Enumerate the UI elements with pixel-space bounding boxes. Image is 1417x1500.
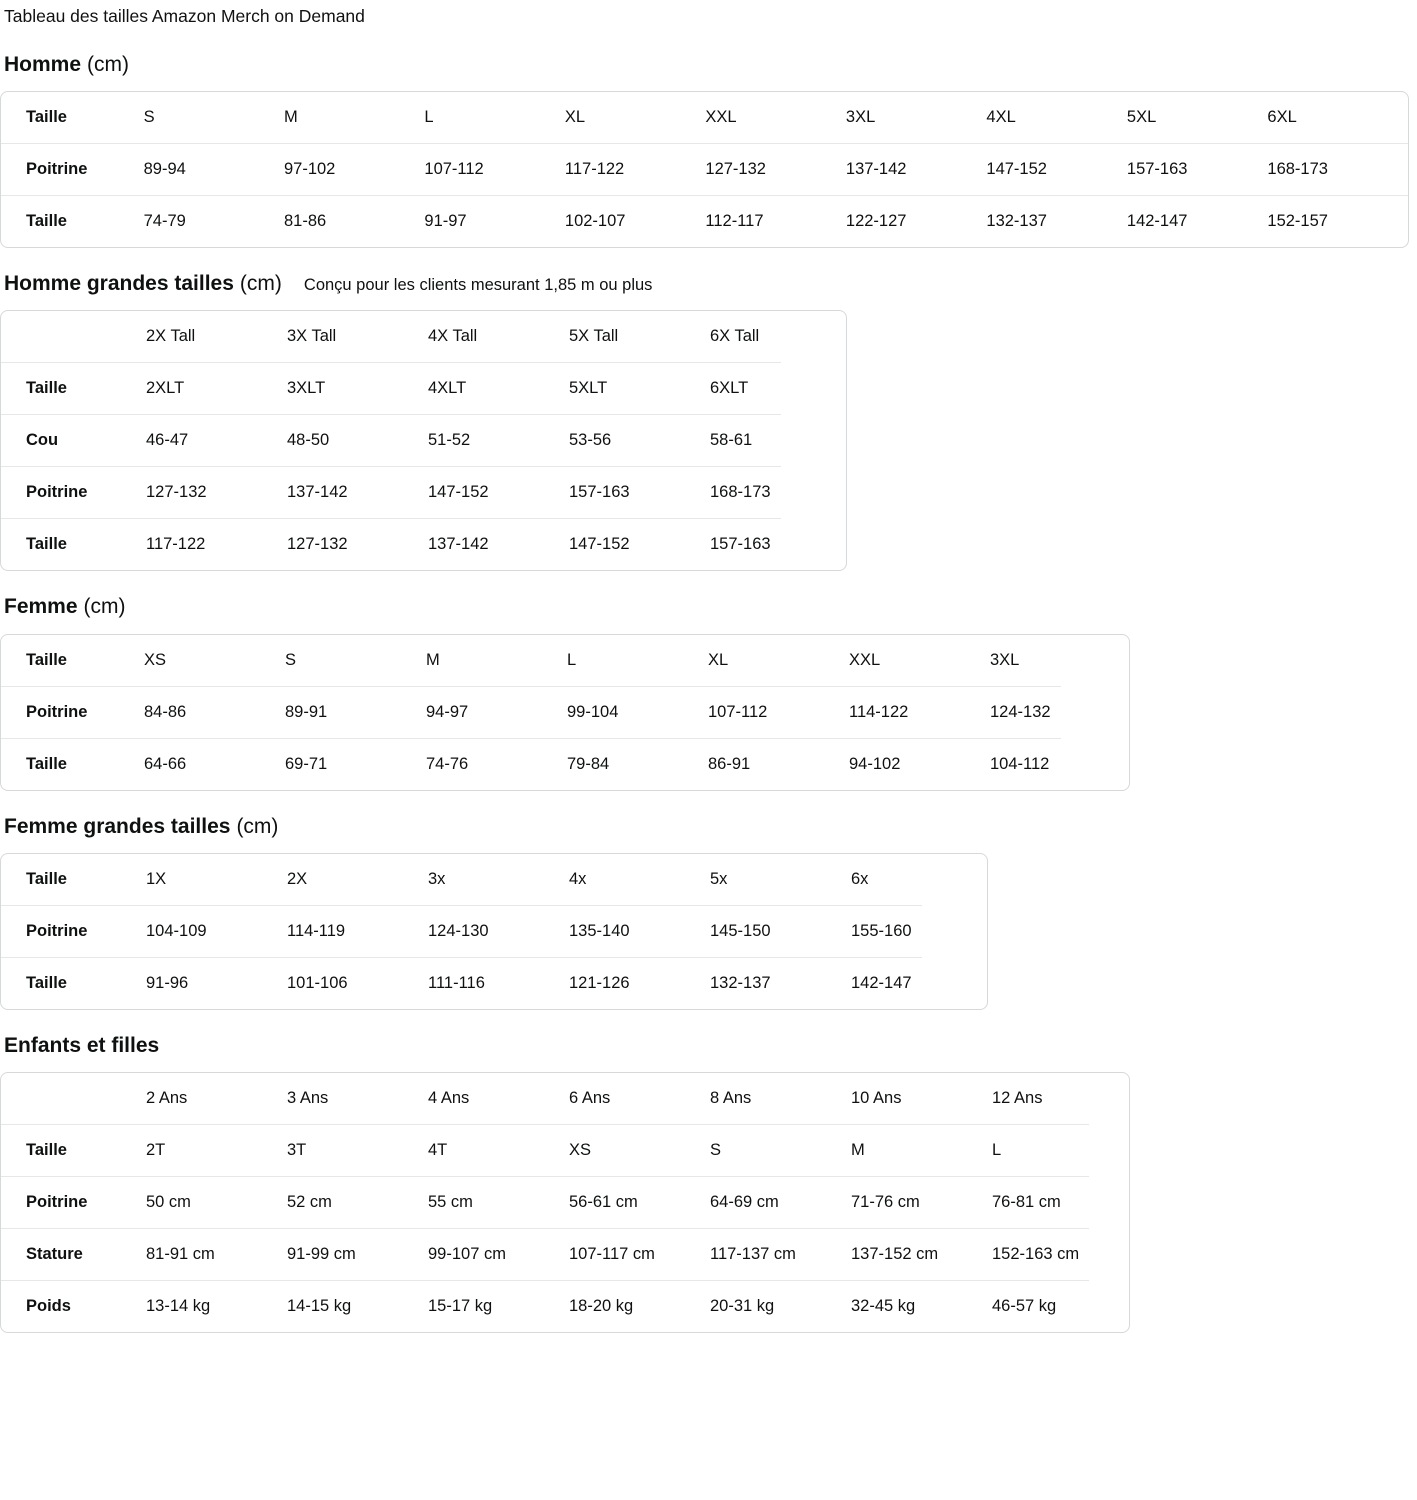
cell: 2 Ans — [146, 1073, 287, 1125]
cell: 142-147 — [851, 973, 912, 992]
cell: 12 Ans — [992, 1073, 1089, 1125]
cell: 168-173 — [710, 467, 781, 519]
cell: M — [851, 1125, 992, 1177]
cell: 74-79 — [143, 211, 186, 230]
cell: 124-130 — [428, 905, 569, 957]
cell: 142-147 — [1126, 211, 1188, 230]
cell: 91-96 — [146, 973, 189, 992]
table-row — [1, 635, 1061, 687]
cell: 76-81 cm — [992, 1177, 1089, 1229]
cell: 4XLT — [428, 363, 569, 415]
row-label — [1, 311, 146, 363]
row-label — [1, 1073, 146, 1125]
row-label: Poitrine — [1, 1177, 146, 1229]
cell: 114-119 — [287, 905, 428, 957]
kids-size-table — [1, 1073, 1089, 1332]
table-row — [1, 1177, 1089, 1229]
table-row — [1, 519, 781, 571]
cell: 4T — [428, 1125, 569, 1177]
cell: 4XL — [986, 92, 1127, 144]
section-men-heading — [0, 51, 1417, 79]
cell: 81-86 — [283, 211, 327, 230]
men-size-table-wrapper — [0, 91, 1409, 248]
cell: 64-69 cm — [710, 1177, 851, 1229]
cell: 127-132 — [146, 467, 287, 519]
cell: XS — [144, 635, 285, 687]
women-size-table-wrapper — [0, 634, 1130, 791]
cell: 46-57 kg — [992, 1297, 1057, 1316]
cell: 13-14 kg — [146, 1297, 211, 1316]
section-women-plus — [0, 813, 1417, 1010]
table-row — [1, 686, 1061, 738]
cell: 107-112 — [708, 686, 849, 738]
cell: 1X — [146, 854, 287, 906]
section-kids-heading — [0, 1032, 1417, 1060]
cell: 145-150 — [710, 905, 851, 957]
cell: 117-122 — [146, 535, 206, 554]
cell: 168-173 — [1267, 143, 1408, 195]
section-women-heading — [0, 593, 1417, 621]
cell: 111-116 — [428, 973, 485, 992]
cell: 137-142 — [287, 467, 428, 519]
cell: 4 Ans — [428, 1073, 569, 1125]
cell: 55 cm — [428, 1177, 569, 1229]
row-label: Poids — [26, 1297, 71, 1316]
table-row — [1, 467, 781, 519]
cell: 6XLT — [710, 363, 781, 415]
section-men — [0, 51, 1417, 248]
cell: 79-84 — [567, 754, 610, 773]
cell: 127-132 — [287, 535, 348, 554]
cell: 104-112 — [990, 754, 1050, 773]
cell: 157-163 — [1127, 143, 1268, 195]
cell: 104-109 — [146, 905, 287, 957]
cell: 4X Tall — [428, 311, 569, 363]
cell: 8 Ans — [710, 1073, 851, 1125]
row-label: Taille — [26, 973, 67, 992]
men-tall-size-table-wrapper — [0, 310, 847, 571]
cell: 6x — [851, 854, 922, 906]
cell: 135-140 — [569, 905, 710, 957]
cell: 2XLT — [146, 363, 287, 415]
section-women-unit: (cm) — [83, 595, 126, 619]
cell: 137-142 — [846, 143, 987, 195]
cell: 99-104 — [567, 686, 708, 738]
cell: 48-50 — [287, 415, 428, 467]
women-plus-size-table — [1, 854, 922, 1009]
cell: 5XLT — [569, 363, 710, 415]
cell: 74-76 — [426, 754, 469, 773]
cell: 124-132 — [990, 686, 1061, 738]
cell: 20-31 kg — [710, 1297, 775, 1316]
cell: 56-61 cm — [569, 1177, 710, 1229]
cell: 102-107 — [564, 211, 626, 230]
cell: XS — [569, 1125, 710, 1177]
cell: 97-102 — [284, 143, 424, 195]
cell: 6X Tall — [710, 311, 781, 363]
cell: 2T — [146, 1125, 287, 1177]
table-row — [1, 92, 1408, 144]
row-label: Taille — [1, 635, 144, 687]
section-men-tall — [0, 270, 1417, 571]
table-row — [1, 143, 1408, 195]
cell: 64-66 — [144, 754, 187, 773]
cell: 107-112 — [424, 143, 565, 195]
table-row — [1, 1229, 1089, 1281]
cell: 58-61 — [710, 415, 781, 467]
cell: 6 Ans — [569, 1073, 710, 1125]
cell: 81-91 cm — [146, 1229, 287, 1281]
section-kids-title: Enfants et filles — [4, 1033, 160, 1057]
table-row — [1, 311, 781, 363]
cell: 5X Tall — [569, 311, 710, 363]
row-label: Taille — [26, 754, 67, 773]
section-kids — [0, 1032, 1417, 1333]
cell: 152-157 — [1267, 211, 1328, 230]
section-men-tall-note: Conçu pour les clients mesurant 1,85 m ou plus — [303, 275, 653, 294]
table-row — [1, 1073, 1089, 1125]
table-row — [1, 957, 922, 1009]
cell: L — [424, 92, 565, 144]
cell: 3XLT — [287, 363, 428, 415]
cell: S — [144, 92, 284, 144]
cell: 3XL — [990, 635, 1061, 687]
cell: M — [426, 635, 567, 687]
cell: 46-47 — [146, 415, 287, 467]
cell: 155-160 — [851, 905, 922, 957]
cell: 52 cm — [287, 1177, 428, 1229]
cell: 3x — [428, 854, 569, 906]
table-row — [1, 905, 922, 957]
cell: XXL — [705, 92, 846, 144]
table-row — [1, 363, 781, 415]
table-row — [1, 415, 781, 467]
page-title: Tableau des tailles Amazon Merch on Demand — [4, 6, 365, 26]
section-women-plus-title: Femme grandes tailles — [4, 814, 231, 838]
table-row — [1, 854, 922, 906]
cell: 137-152 cm — [851, 1229, 992, 1281]
cell: 137-142 — [428, 535, 489, 554]
cell: 10 Ans — [851, 1073, 992, 1125]
men-tall-size-table — [1, 311, 781, 570]
page-bottom-spacer — [0, 1333, 1417, 1363]
section-women-plus-unit: (cm) — [236, 814, 279, 838]
cell: L — [567, 635, 708, 687]
cell: 107-117 cm — [569, 1229, 710, 1281]
cell: 147-152 — [569, 535, 630, 554]
row-label: Poitrine — [1, 467, 146, 519]
cell: XL — [565, 92, 706, 144]
row-label: Poitrine — [1, 686, 144, 738]
section-women — [0, 593, 1417, 790]
cell: XL — [708, 635, 849, 687]
row-label: Taille — [1, 1125, 146, 1177]
men-size-table — [1, 92, 1408, 247]
row-label: Taille — [1, 854, 146, 906]
cell: 157-163 — [569, 467, 710, 519]
row-label: Taille — [26, 211, 67, 230]
cell: 94-97 — [426, 686, 567, 738]
cell: 3T — [287, 1125, 428, 1177]
section-men-tall-heading — [0, 270, 1417, 298]
row-label: Taille — [1, 363, 146, 415]
cell: 6XL — [1267, 92, 1408, 144]
section-women-title: Femme — [4, 595, 78, 619]
cell: 51-52 — [428, 415, 569, 467]
cell: 15-17 kg — [428, 1297, 493, 1316]
row-label: Cou — [1, 415, 146, 467]
section-women-plus-heading — [0, 813, 1417, 841]
section-men-unit: (cm) — [87, 52, 130, 76]
cell: 127-132 — [705, 143, 846, 195]
cell: L — [992, 1125, 1089, 1177]
cell: 91-99 cm — [287, 1229, 428, 1281]
women-size-table — [1, 635, 1061, 790]
cell: 3 Ans — [287, 1073, 428, 1125]
cell: 89-94 — [144, 143, 284, 195]
cell: 147-152 — [428, 467, 569, 519]
row-label: Taille — [26, 535, 67, 554]
cell: 152-163 cm — [992, 1229, 1089, 1281]
cell: 117-137 cm — [710, 1229, 851, 1281]
section-men-title: Homme — [4, 52, 82, 76]
cell: S — [285, 635, 426, 687]
table-row — [1, 1125, 1089, 1177]
row-label: Taille — [1, 92, 144, 144]
cell: 132-137 — [986, 211, 1047, 230]
row-label: Poitrine — [1, 143, 144, 195]
cell: 91-97 — [424, 211, 467, 230]
table-row — [1, 738, 1061, 790]
row-label: Poitrine — [1, 905, 146, 957]
cell: XXL — [849, 635, 990, 687]
cell: 147-152 — [986, 143, 1127, 195]
cell: 86-91 — [708, 754, 751, 773]
cell: 5x — [710, 854, 851, 906]
table-row — [1, 1281, 1089, 1333]
kids-size-table-wrapper — [0, 1072, 1130, 1333]
cell: 4x — [569, 854, 710, 906]
section-men-tall-unit: (cm) — [239, 271, 282, 295]
cell: 69-71 — [285, 754, 328, 773]
section-men-tall-title: Homme grandes tailles — [4, 271, 234, 295]
cell: 121-126 — [569, 973, 630, 992]
cell: 14-15 kg — [287, 1297, 352, 1316]
cell: 99-107 cm — [428, 1229, 569, 1281]
cell: 5XL — [1127, 92, 1268, 144]
cell: 157-163 — [710, 535, 771, 554]
cell: 18-20 kg — [569, 1297, 634, 1316]
cell: 122-127 — [845, 211, 907, 230]
cell: 114-122 — [849, 686, 990, 738]
cell: 50 cm — [146, 1177, 287, 1229]
table-row — [1, 195, 1408, 247]
cell: 71-76 cm — [851, 1177, 992, 1229]
cell: 112-117 — [705, 211, 764, 230]
cell: M — [284, 92, 424, 144]
cell: 94-102 — [849, 754, 901, 773]
cell: 2X — [287, 854, 428, 906]
cell: 132-137 — [710, 973, 771, 992]
cell: 84-86 — [144, 686, 285, 738]
cell: 3X Tall — [287, 311, 428, 363]
cell: 101-106 — [287, 973, 348, 992]
cell: 117-122 — [565, 143, 706, 195]
cell: 2X Tall — [146, 311, 287, 363]
women-plus-size-table-wrapper — [0, 853, 988, 1010]
cell: 89-91 — [285, 686, 426, 738]
row-label: Stature — [1, 1229, 146, 1281]
cell: 3XL — [846, 92, 987, 144]
cell: 53-56 — [569, 415, 710, 467]
cell: 32-45 kg — [851, 1297, 916, 1316]
cell: S — [710, 1125, 851, 1177]
